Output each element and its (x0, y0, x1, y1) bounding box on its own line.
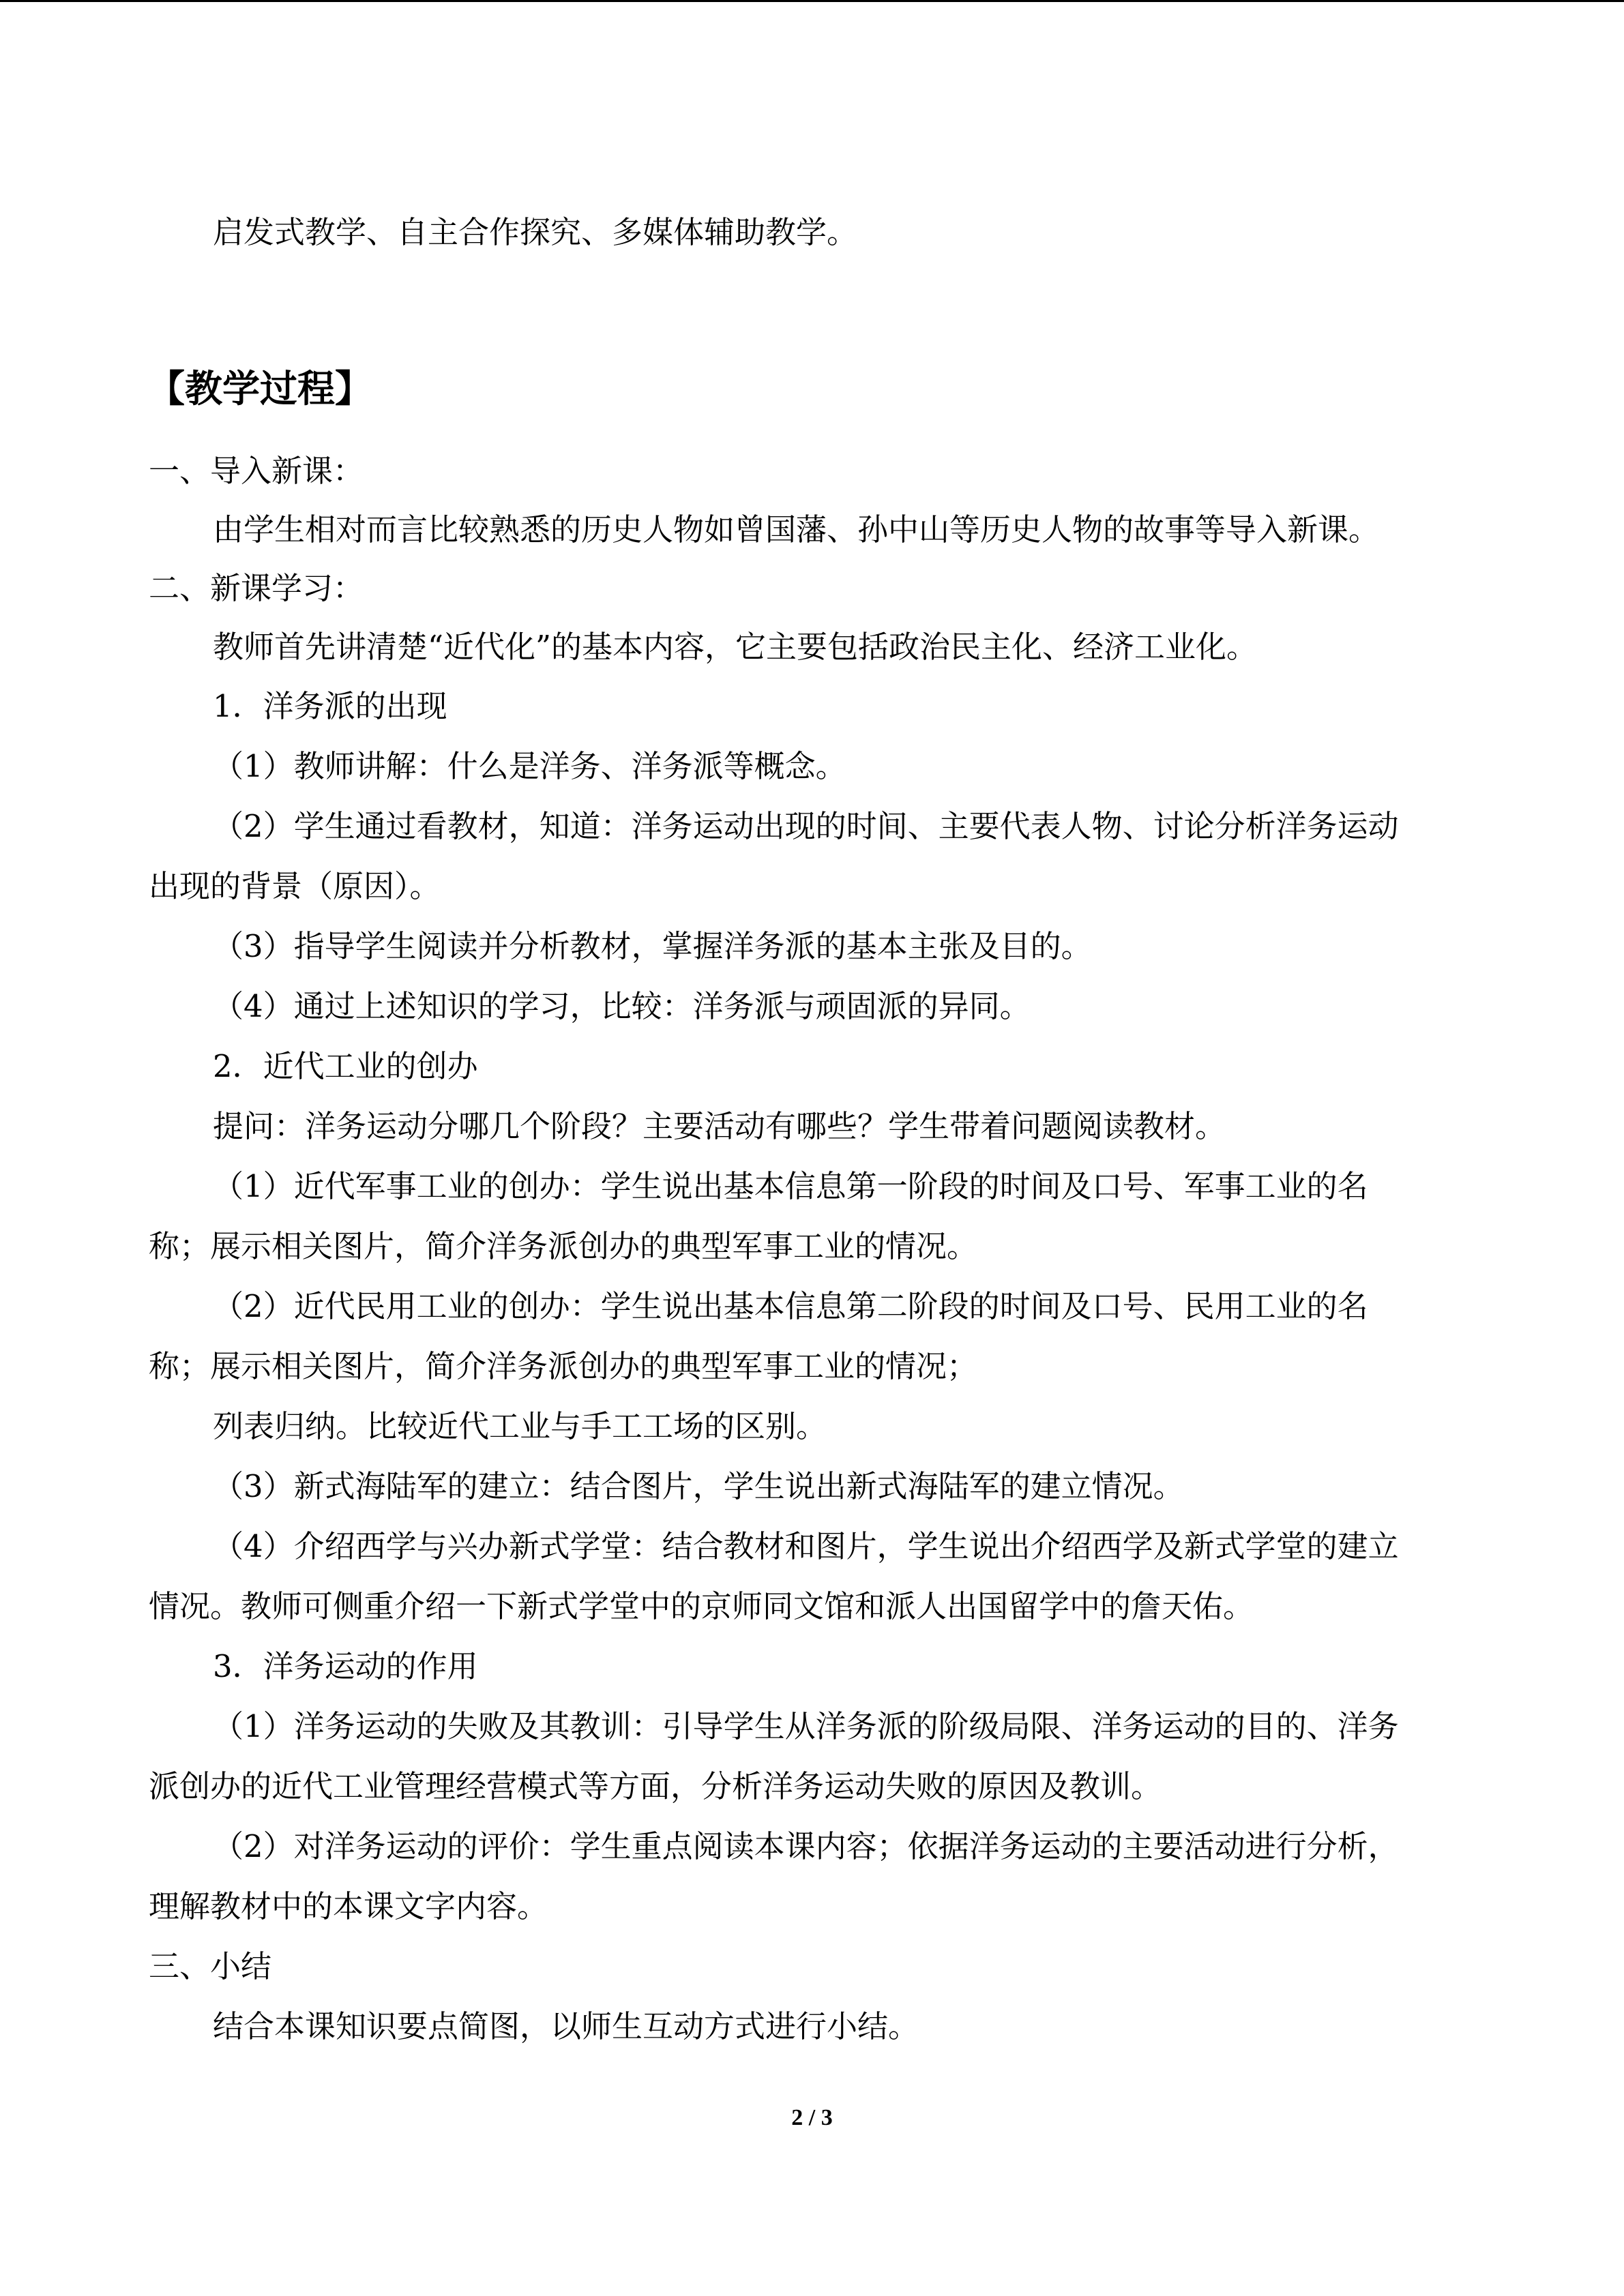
paragraph-item-1-2-continued: 出现的背景（原因）。 (149, 868, 441, 904)
section-title-teaching-process: 【教学过程】 (147, 366, 373, 411)
paragraph-item-2-3: （3）新式海陆军的建立：结合图片，学生说出新式海陆军的建立情况。 (213, 1468, 1184, 1504)
paragraph-item-1-2: （2）学生通过看教材，知道：洋务运动出现的时间、主要代表人物、讨论分析洋务运动 (213, 808, 1399, 844)
paragraph-item-3-1-continued: 派创办的近代工业管理经营模式等方面，分析洋务运动失败的原因及教训。 (149, 1768, 1162, 1804)
paragraph-item-2-2: （2）近代民用工业的创办：学生说出基本信息第二阶段的时间及口号、民用工业的名 (213, 1288, 1368, 1324)
paragraph-table-summary: 列表归纳。比较近代工业与手工工场的区别。 (213, 1408, 827, 1444)
paragraph-item-3-2-continued: 理解教材中的本课文字内容。 (149, 1888, 548, 1924)
paragraph-item-3-1: （1）洋务运动的失败及其教训：引导学生从洋务派的阶级局限、洋务运动的目的、洋务 (213, 1708, 1399, 1744)
subheading-westernization-faction: 1．洋务派的出现 (213, 688, 447, 724)
heading-new-lesson: 二、新课学习： (149, 570, 364, 606)
subheading-westernization-effect: 3．洋务运动的作用 (213, 1648, 478, 1684)
page-number: 2 / 3 (791, 2105, 833, 2130)
paragraph-item-2-2-continued: 称；展示相关图片，简介洋务派创办的典型军事工业的情况； (149, 1348, 978, 1384)
paragraph-item-2-4-continued: 情况。教师可侧重介绍一下新式学堂中的京师同文馆和派人出国留学中的詹天佑。 (149, 1588, 1254, 1624)
paragraph-item-1-3: （3）指导学生阅读并分析教材，掌握洋务派的基本主张及目的。 (213, 928, 1092, 964)
paragraph-item-3-2: （2）对洋务运动的评价：学生重点阅读本课内容；依据洋务运动的主要活动进行分析， (213, 1828, 1399, 1864)
paragraph-introduction: 由学生相对而言比较熟悉的历史人物如曾国藩、孙中山等历史人物的故事等导入新课。 (213, 511, 1380, 548)
subheading-modern-industry: 2．近代工业的创办 (213, 1048, 478, 1084)
paragraph-summary: 结合本课知识要点简图，以师生互动方式进行小结。 (213, 2008, 919, 2044)
heading-summary: 三、小结 (149, 1948, 272, 1984)
paragraph-item-1-4: （4）通过上述知识的学习，比较：洋务派与顽固派的异同。 (213, 988, 1031, 1024)
paragraph-item-2-1-continued: 称；展示相关图片，简介洋务派创办的典型军事工业的情况。 (149, 1228, 978, 1264)
paragraph-item-2-1: （1）近代军事工业的创办：学生说出基本信息第一阶段的时间及口号、军事工业的名 (213, 1168, 1368, 1204)
paragraph-item-1-1: （1）教师讲解：什么是洋务、洋务派等概念。 (213, 748, 846, 784)
teaching-methods-text: 启发式教学、自主合作探究、多媒体辅助教学。 (213, 214, 858, 250)
paragraph-item-2-4: （4）介绍西学与兴办新式学堂：结合教材和图片，学生说出介绍西学及新式学堂的建立 (213, 1528, 1399, 1564)
paragraph-question: 提问：洋务运动分哪几个阶段？主要活动有哪些？学生带着问题阅读教材。 (213, 1108, 1226, 1144)
heading-introduction: 一、导入新课： (149, 453, 364, 489)
paragraph-modernization: 教师首先讲清楚“近代化”的基本内容，它主要包括政治民主化、经济工业化。 (213, 629, 1258, 665)
